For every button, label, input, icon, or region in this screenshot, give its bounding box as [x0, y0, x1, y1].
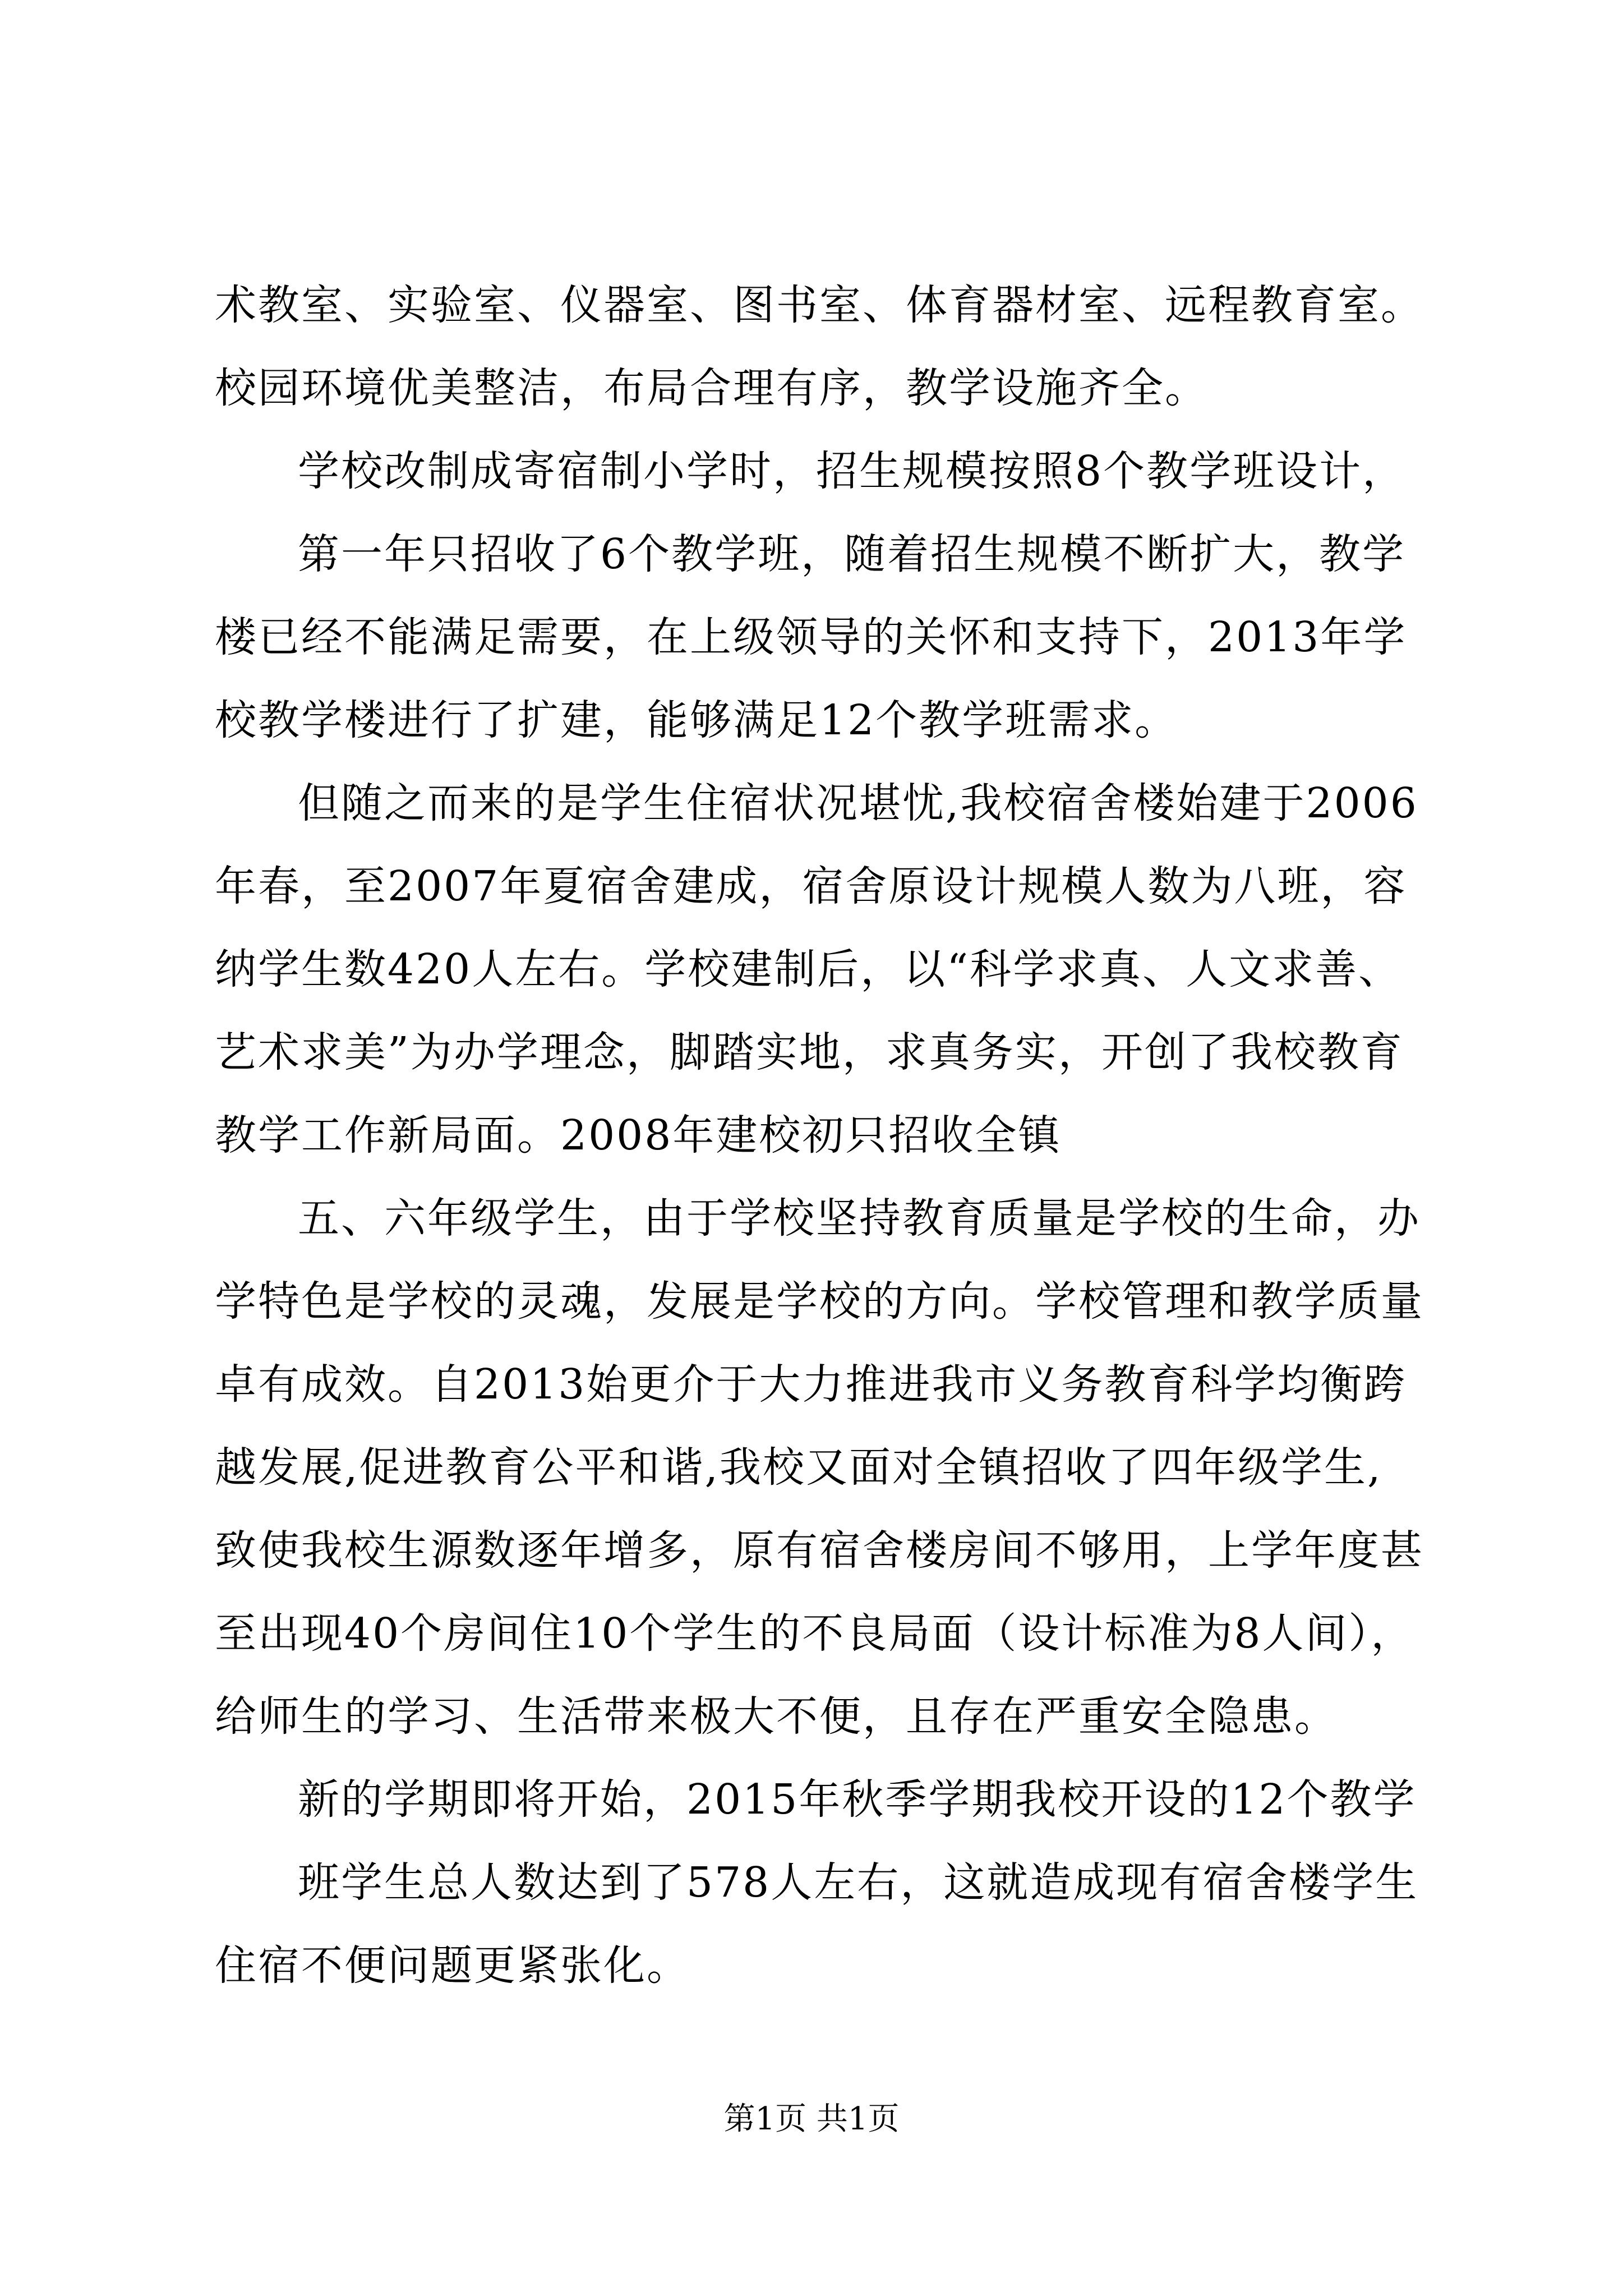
text-line: 艺术求美”为办学理念，脚踏实地，求真务实，开创了我校教育 [215, 1028, 1404, 1076]
body-text [215, 264, 1424, 2007]
text-line: 学校改制成寄宿制小学时，招生规模按照8个教学班设计， [298, 447, 1406, 495]
text-line: 校教学楼进行了扩建，能够满足12个教学班需求。 [215, 696, 1178, 744]
text-line: 给师生的学习、生活带来极大不便，且存在严重安全隐患。 [215, 1692, 1338, 1741]
text-line: 纳学生数420人左右。学校建制后，以“科学求真、人文求善、 [215, 945, 1402, 993]
text-line: 楼已经不能满足需要，在上级领导的关怀和支持下，2013年学 [215, 613, 1407, 661]
text-line: 至出现40个房间住10个学生的不良局面（设计标准为8人间）， [215, 1609, 1414, 1658]
text-line: 致使我校生源数逐年增多，原有宿舍楼房间不够用，上学年度甚 [215, 1526, 1424, 1575]
text-line: 教学工作新局面。2008年建校初只招收全镇 [215, 1111, 1062, 1159]
text-line: 五、六年级学生，由于学校坚持教育质量是学校的生命，办 [298, 1194, 1421, 1243]
text-line: 第一年只招收了6个教学班，随着招生规模不断扩大，教学 [298, 530, 1406, 578]
text-line: 班学生总人数达到了578人左右，这就造成现有宿舍楼学生 [298, 1858, 1419, 1907]
text-line: 越发展,促进教育公平和谐,我校又面对全镇招收了四年级学生, [215, 1443, 1382, 1492]
text-line: 但随之而来的是学生住宿状况堪忧,我校宿舍楼始建于2006 [298, 779, 1418, 827]
text-line: 术教室、实验室、仪器室、图书室、体育器材室、远程教育室。 [215, 281, 1424, 329]
text-line: 校园环境优美整洁，布局合理有序，教学设施齐全。 [215, 364, 1208, 412]
text-line: 年春，至2007年夏宿舍建成，宿舍原设计规模人数为八班，容 [215, 862, 1407, 910]
page-number-footer: 第1页 共1页 [723, 2101, 900, 2137]
text-line: 新的学期即将开始，2015年秋季学期我校开设的12个教学 [298, 1775, 1417, 1824]
text-line: 卓有成效。自2013始更介于大力推进我市义务教育科学均衡跨 [215, 1360, 1407, 1409]
text-line: 学特色是学校的灵魂，发展是学校的方向。学校管理和教学质量 [215, 1277, 1424, 1326]
text-line: 住宿不便问题更紧张化。 [215, 1941, 690, 1990]
